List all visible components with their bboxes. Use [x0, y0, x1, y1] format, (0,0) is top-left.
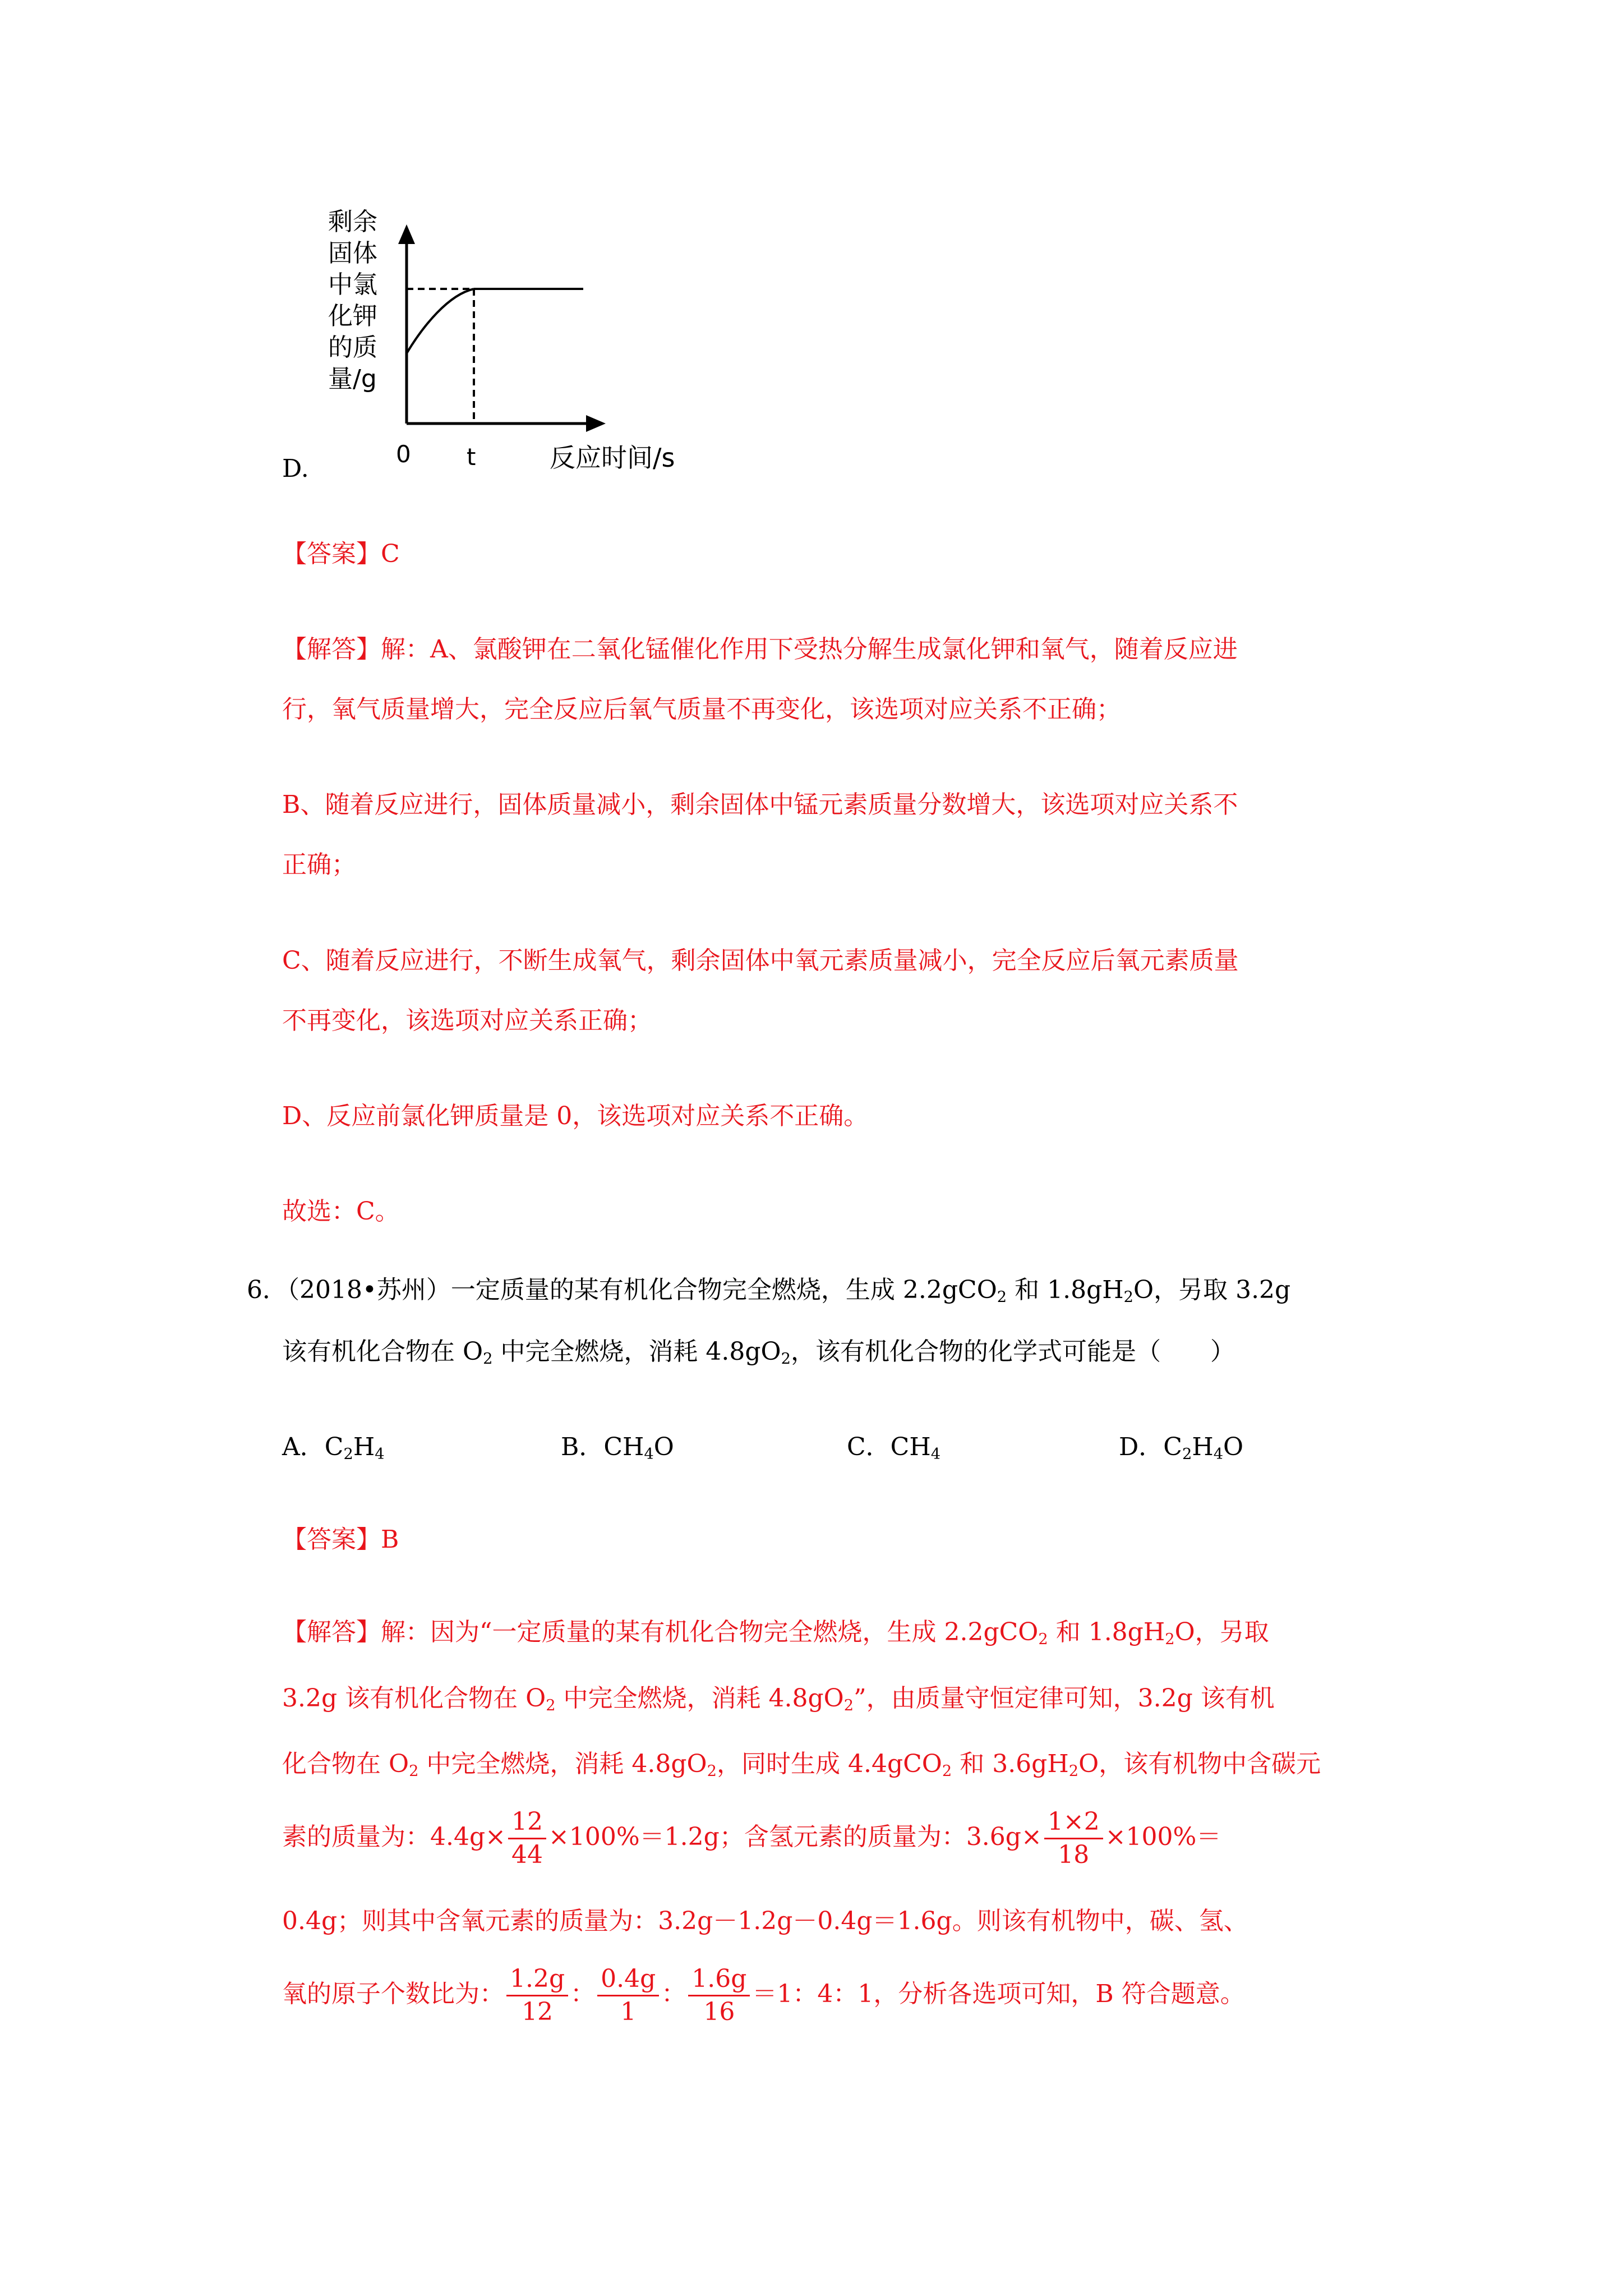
graph-plot — [381, 222, 707, 443]
y-label-line: 量/g — [328, 365, 377, 393]
fraction: $\frac{1.2g}{12}$ — [506, 1963, 568, 2028]
explain-line: 故选：C。 — [282, 1197, 400, 1226]
explain-line: 【解答】解：A、氯酸钾在二氧化锰催化作用下受热分解生成氯化钾和氧气，随着反应进 — [282, 635, 1238, 664]
option-d-label: D. — [282, 454, 309, 483]
answer-q6: 【答案】B — [282, 1525, 399, 1554]
fraction: $\frac{0.4g}{1}$ — [597, 1963, 659, 2028]
y-axis-arrow — [398, 224, 415, 244]
option-c[interactable]: C．$CH_4$ — [847, 1433, 941, 1463]
explain-line: C、随着反应进行，不断生成氧气，剩余固体中氧元素质量减小，完全反应后氧元素质量 — [282, 946, 1239, 975]
explain-line: 0.4g；则其中含氧元素的质量为：3.2g－1.2g－0.4g＝1.6g。则该有机物中，碳、氢、 — [282, 1907, 1248, 1935]
option-a[interactable]: A．$C_2H_4$ — [282, 1433, 385, 1463]
explain-line: 素的质量为：4.4g× $\frac{12}{44}$ ×100%＝1.2g；含氢元素的质量为：3.6g× $\frac{1\times 2}{18}$ ×100%＝ — [282, 1795, 1221, 1879]
explain-line: 氧的原子个数比为： $\frac{1.2g}{12}$ ： $\frac{0.4g}{1}$ ： $\frac{1.6g}{16}$ ＝1：4：1，分析各选项可知，B 符合题意。 — [282, 1952, 1245, 2036]
y-label-line: 剩余 — [328, 208, 377, 236]
fraction: $\frac{1\times 2}{18}$ — [1044, 1806, 1103, 1871]
explain-line: 正确； — [282, 850, 356, 879]
origin-label: 0 — [396, 440, 411, 468]
answer-q5: 【答案】C — [282, 540, 400, 568]
y-label-line: 中氯 — [328, 270, 377, 299]
explain-line: 化合物在 $O_2$ 中完全燃烧，消耗 $4.8gO_2$，同时生成 4.4gCO$_2$ 和 $3.6gH_2O$，该有机物中含碳元 — [282, 1750, 1321, 1780]
explain-line: 不再变化，该选项对应关系正确； — [282, 1006, 652, 1035]
question-line: 该有机化合物在 $O_2$ 中完全燃烧，消耗 $4.8gO_2$，该有机化合物的化学式可能是（ ） — [282, 1337, 1235, 1368]
x-axis-arrow — [586, 415, 606, 432]
explain-line: B、随着反应进行，固体质量减小，剩余固体中锰元素质量分数增大，该选项对应关系不 — [282, 790, 1238, 819]
x-axis-label: 反应时间/s — [550, 443, 675, 473]
option-d[interactable]: D．$C_2H_4O$ — [1119, 1433, 1244, 1463]
option-b[interactable]: B．$CH_4O$ — [561, 1433, 674, 1463]
curve — [407, 289, 474, 353]
fraction: $\frac{12}{44}$ — [508, 1806, 546, 1871]
fraction: $\frac{1.6g}{16}$ — [688, 1963, 750, 2028]
y-label-line: 的质 — [328, 333, 377, 362]
t-label: t — [467, 443, 476, 471]
explain-line: D、反应前氯化钾质量是 0，该选项对应关系不正确。 — [282, 1102, 869, 1130]
y-label-line: 化钾 — [328, 302, 377, 330]
explain-line: 【解答】解：因为“一定质量的某有机化合物完全燃烧，生成 2.2gCO$_2$ 和 $1.8gH_2O$，另取 — [282, 1618, 1269, 1648]
explain-line: 3.2g 该有机化合物在 $O_2$ 中完全燃烧，消耗 $4.8gO_2$”，由质量守恒定律可知，3.2g 该有机 — [282, 1684, 1275, 1714]
question-line: 6．（2018•苏州）一定质量的某有机化合物完全燃烧，生成 2.2gCO$_2$ 和 $1.8gH_2O$，另取 3.2g — [247, 1276, 1291, 1306]
explain-line: 行，氧气质量增大，完全反应后氧气质量不再变化，该选项对应关系不正确； — [282, 695, 1121, 724]
y-label-line: 固体 — [328, 239, 377, 268]
